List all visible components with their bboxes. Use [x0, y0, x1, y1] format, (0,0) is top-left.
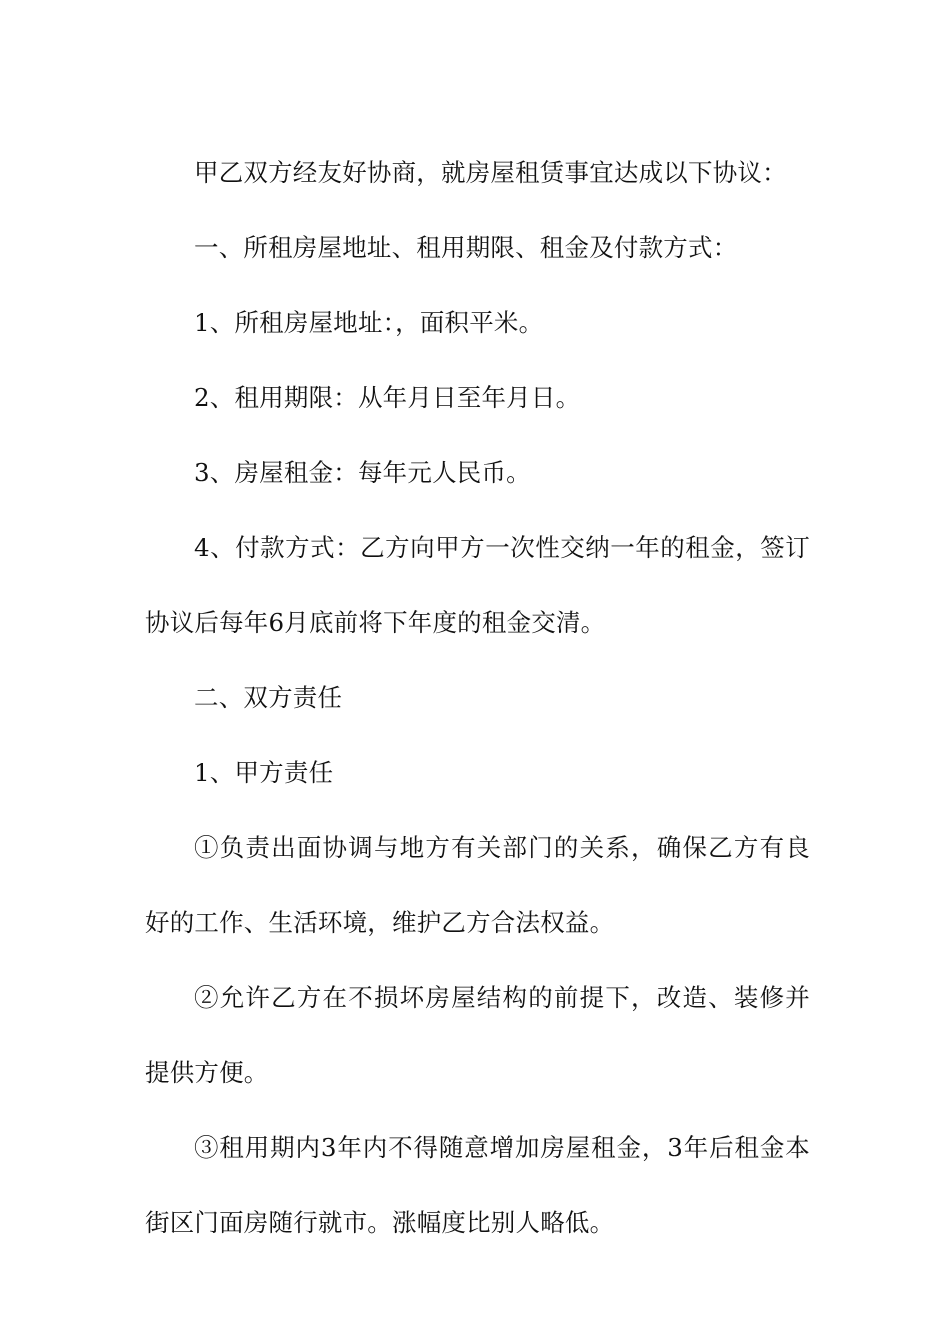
clause-rent: 3、房屋租金：每年元人民币。: [194, 458, 531, 487]
clause-house-address: 1、所租房屋地址：，面积平米。: [194, 308, 544, 337]
document-body: [145, 135, 810, 1260]
clause-payment-method: 4、付款方式：乙方向甲方一次性交纳一年的租金，签订协议后每年6月底前将下年度的租金交清。: [145, 533, 810, 637]
clause-lease-period: 2、租用期限：从年月日至年月日。: [194, 383, 581, 412]
party-a-duty-1: ①负责出面协调与地方有关部门的关系，确保乙方有良好的工作、生活环境，维护乙方合法权益。: [145, 833, 810, 937]
party-a-duty-3: ③租用期内3年内不得随意增加房屋租金，3年后租金本街区门面房随行就市。涨幅度比别人略低。: [145, 1133, 810, 1237]
section-heading-lease-terms: 一、所租房屋地址、租用期限、租金及付款方式：: [194, 233, 738, 262]
subsection-heading-party-a: 1、甲方责任: [194, 758, 334, 787]
agreement-intro-paragraph: 甲乙双方经友好协商，就房屋租赁事宜达成以下协议：: [194, 158, 787, 187]
section-heading-responsibilities: 二、双方责任: [194, 683, 343, 712]
party-a-duty-2: ②允许乙方在不损坏房屋结构的前提下，改造、装修并提供方便。: [145, 983, 810, 1087]
